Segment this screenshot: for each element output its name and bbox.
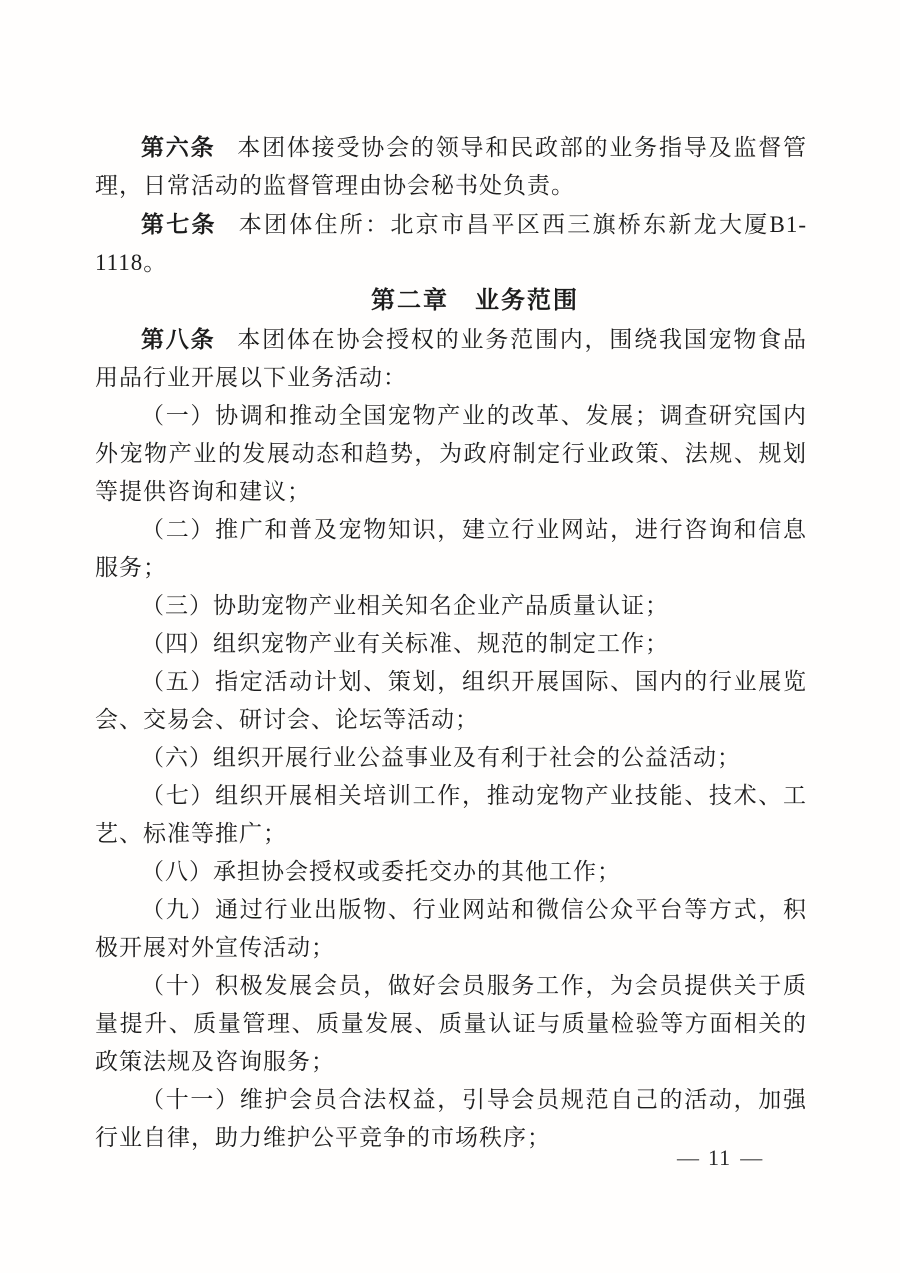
footer-right-dash: — [740, 1145, 763, 1170]
business-item-11: （十一）维护会员合法权益，引导会员规范自己的活动，加强行业自律，助力维护公平竞争的市场秩序； [95, 1087, 807, 1150]
document-text-block [95, 128, 807, 1157]
business-item-5: （五）指定活动计划、策划，组织开展国际、国内的行业展览会、交易会、研讨会、论坛等活动； [95, 669, 807, 732]
business-item-7: （七）组织开展相关培训工作，推动宠物产业技能、技术、工艺、标准等推广； [95, 783, 807, 846]
footer-page-number: 11 [708, 1145, 732, 1170]
chapter-2-heading: 第二章 业务范围 [371, 287, 579, 314]
business-item-3: （三）协助宠物产业相关知名企业产品质量认证； [141, 593, 669, 618]
business-item-8: （八）承担协会授权或委托交办的其他工作； [141, 859, 621, 884]
business-item-4: （四）组织宠物产业有关标准、规范的制定工作； [141, 631, 669, 656]
business-item-9: （九）通过行业出版物、行业网站和微信公众平台等方式，积极开展对外宣传活动； [95, 897, 807, 960]
article-7-text: 本团体住所：北京市昌平区西三旗桥东新龙大厦B1-1118。 [95, 212, 808, 275]
footer-left-dash: — [677, 1145, 699, 1170]
business-item-1: （一）协调和推动全国宠物产业的改革、发展；调查研究国内外宠物产业的发展动态和趋势，为政府制定行业政策、法规、规划等提供咨询和建议； [95, 403, 807, 504]
article-7-number: 第七条 [141, 211, 217, 237]
page-number [668, 1144, 771, 1172]
article-8-number: 第八条 [141, 326, 216, 352]
article-6-text: 本团体接受协会的领导和民政部的业务指导及监督管理，日常活动的监督管理由协会秘书处负责。 [95, 135, 808, 198]
paragraph-article-6 [95, 128, 807, 205]
article-8-text: 本团体在协会授权的业务范围内，围绕我国宠物食品用品行业开展以下业务活动： [95, 327, 808, 390]
paragraph-article-8 [95, 320, 807, 397]
paragraph-article-7 [95, 205, 807, 282]
business-item-10: （十）积极发展会员，做好会员服务工作，为会员提供关于质量提升、质量管理、质量发展、质量认证与质量检验等方面相关的政策法规及咨询服务； [95, 973, 807, 1074]
article-6-number: 第六条 [141, 134, 216, 160]
business-item-2: （二）推广和普及宠物知识，建立行业网站，进行咨询和信息服务； [95, 517, 807, 580]
business-item-6: （六）组织开展行业公益事业及有利于社会的公益活动； [141, 745, 741, 770]
